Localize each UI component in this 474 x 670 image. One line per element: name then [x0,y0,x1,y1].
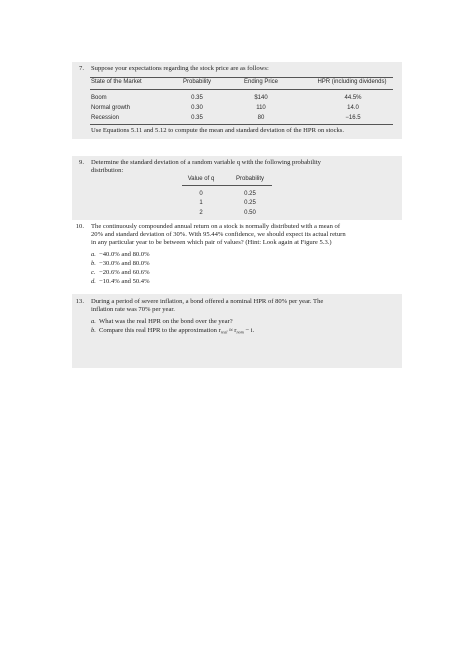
table-row-normal-price: 110 [256,105,266,111]
q9-row-1-value: 0 [199,191,203,197]
table-row-normal-hpr: 14.0 [347,105,359,111]
q9-table-header-probability: Probability [235,176,264,182]
question-10-option-b-letter: b. [91,260,96,267]
table-row-boom-probability: 0.35 [191,95,203,101]
q9-row-2-value: 1 [199,200,203,206]
table-row-recession-price: 80 [257,115,265,121]
question-10-option-a: −40.0% and 80.0% [99,251,150,258]
question-10-option-d: −10.4% and 50.4% [99,278,150,285]
q9-row-2-probability: 0.25 [244,200,256,206]
table-header-state: State of the Market [91,79,142,85]
q9-table-header-rule [182,185,272,186]
question-13-number: 13. [75,298,84,305]
question-9-prompt-line-1: Determine the standard deviation of a random variable q with the following probability [91,159,321,166]
question-7-number: 7. [79,65,84,72]
table-header-rule [90,89,393,90]
table-header-probability: Probability [182,79,211,85]
table-row-boom-hpr: 44.5% [344,95,362,101]
question-13-part-a-letter: a. [91,318,96,325]
table-row-boom-price: $140 [254,95,268,101]
question-13-part-a: What was the real HPR on the bond over the year? [99,318,233,325]
q9-table-header-value: Value of q [187,176,215,182]
question-10-option-d-letter: d. [91,278,96,285]
q9-row-3-probability: 0.50 [244,210,256,216]
question-10-number: 10. [75,223,84,230]
question-10-line-3: in any particular year to be between which pair of values? (Hint: Look again at Figure 5.3.) [91,239,332,246]
question-13-line-2: inflation rate was 70% per year. [91,306,175,313]
table-header-ending-price: Ending Price [243,79,279,85]
question-10-line-2: 20% and standard deviation of 30%. With 95.44% confidence, we should expect its actual return [91,231,346,238]
table-row-recession-state: Recession [91,115,120,121]
question-10-option-b: −30.0% and 80.0% [99,260,150,267]
table-row-normal-state: Normal growth [91,105,131,111]
question-9-prompt-line-2: distribution: [91,167,124,174]
question-9-number: 9. [79,159,84,166]
question-13-part-b: Compare this real HPR to the approximation $r_{real} \approx r_{nom} - i$. [99,327,255,335]
question-13-part-b-letter: b. [91,327,96,334]
question-13-line-1: During a period of severe inflation, a bond offered a nominal HPR of 80% per year. The [91,298,324,305]
q9-row-1-probability: 0.25 [244,191,256,197]
question-10-option-a-letter: a. [91,251,96,258]
question-7-prompt: Suppose your expectations regarding the stock price are as follows: [91,65,269,72]
table-row-recession-hpr: −16.5 [345,115,361,121]
question-10-option-c-letter: c. [91,269,96,276]
question-10-option-c: −20.6% and 60.6% [99,269,150,276]
table-row-boom-state: Boom [91,95,107,101]
table-top-rule [90,77,393,78]
question-7-footer: Use Equations 5.11 and 5.12 to compute the mean and standard deviation of the HPR on stocks. [91,127,345,134]
table-bottom-rule [90,124,393,125]
table-row-recession-probability: 0.35 [191,115,203,121]
q9-row-3-value: 2 [199,210,203,216]
table-row-normal-probability: 0.30 [191,105,203,111]
table-header-hpr: HPR (including dividends) [317,79,387,85]
question-10-line-1: The continuously compounded annual return on a stock is normally distributed with a mean of [91,223,341,230]
